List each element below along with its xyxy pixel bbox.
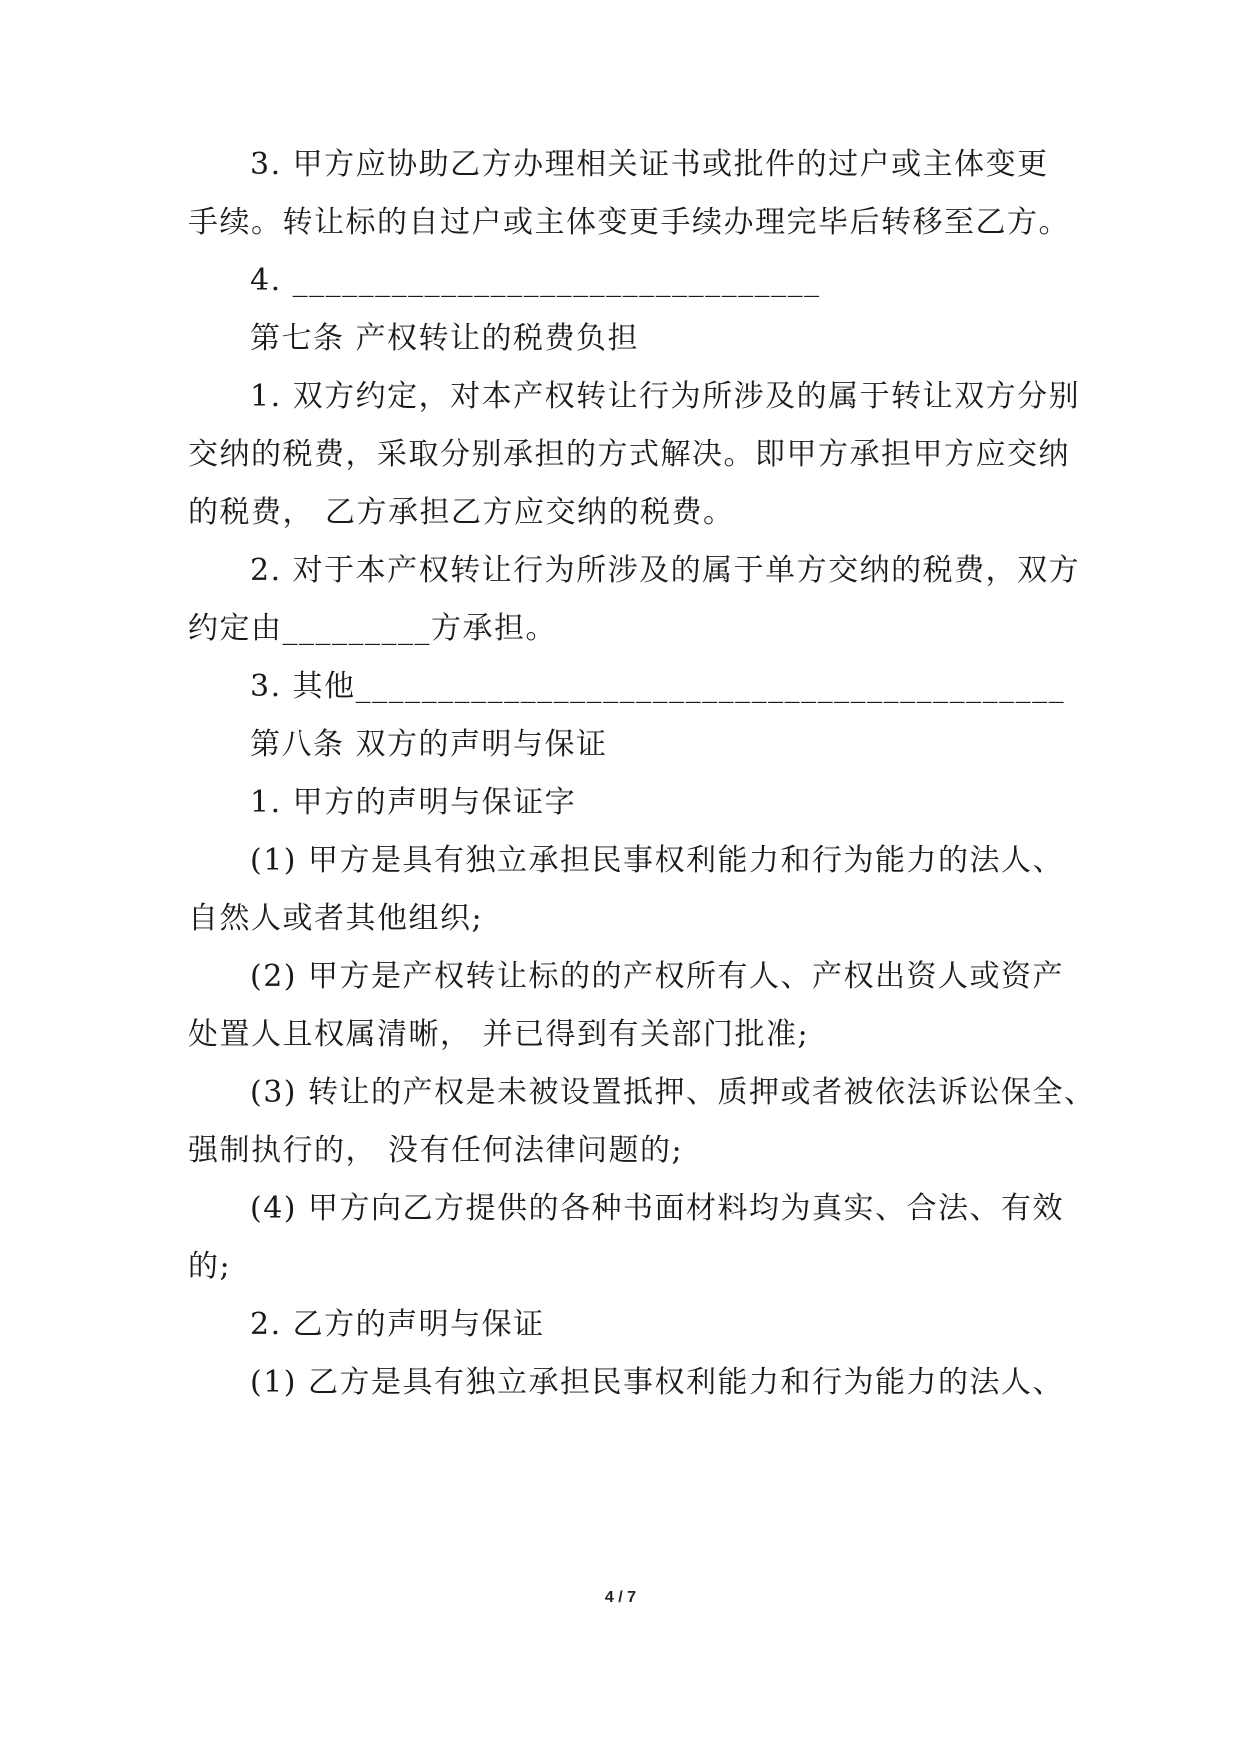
paragraph-line: (2) 甲方是产权转让标的的产权所有人、产权出资人或资产 (250, 959, 1065, 994)
section-heading: 第八条 双方的声明与保证 (250, 727, 608, 762)
paragraph-line: (1) 乙方是具有独立承担民事权利能力和行为能力的法人、 (250, 1365, 1065, 1400)
paragraph-line: 3. 甲方应协助乙方办理相关证书或批件的过户或主体变更 (250, 147, 1049, 182)
paragraph-line: 交纳的税费，采取分别承担的方式解决。即甲方承担甲方应交纳 (188, 437, 1070, 472)
paragraph-line: 1. 甲方的声明与保证字 (250, 785, 577, 820)
paragraph-line: (3) 转让的产权是未被设置抵押、质押或者被依法诉讼保全、 (250, 1075, 1096, 1110)
paragraph-line: (4) 甲方向乙方提供的各种书面材料均为真实、合法、有效 (250, 1191, 1065, 1226)
paragraph-line: 自然人或者其他组织; (188, 901, 484, 936)
paragraph-line: 强制执行的， 没有任何法律问题的; (188, 1133, 684, 1168)
paragraph-line: 2. 乙方的声明与保证 (250, 1307, 545, 1342)
section-heading: 第七条 产权转让的税费负担 (250, 321, 640, 356)
paragraph-line: 的税费， 乙方承担乙方应交纳的税费。 (188, 495, 735, 530)
paragraph-line: 手续。转让标的自过户或主体变更手续办理完毕后转移至乙方。 (188, 205, 1070, 240)
paragraph-line: (1) 甲方是具有独立承担民事权利能力和行为能力的法人、 (250, 843, 1065, 878)
page-number: 4 / 7 (604, 1589, 637, 1606)
paragraph-line: 的; (188, 1249, 232, 1284)
paragraph-line: 约定由_________方承担。 (188, 611, 557, 646)
paragraph-line: 3. 其他___________________________________________ (250, 669, 1066, 704)
paragraph-line: 4. ________________________________ (250, 263, 821, 298)
paragraph-line: 处置人且权属清晰， 并已得到有关部门批准; (188, 1017, 810, 1052)
paragraph-line: 1. 双方约定，对本产权转让行为所涉及的属于转让双方分别 (250, 379, 1081, 414)
paragraph-line: 2. 对于本产权转让行为所涉及的属于单方交纳的税费，双方 (250, 553, 1081, 588)
